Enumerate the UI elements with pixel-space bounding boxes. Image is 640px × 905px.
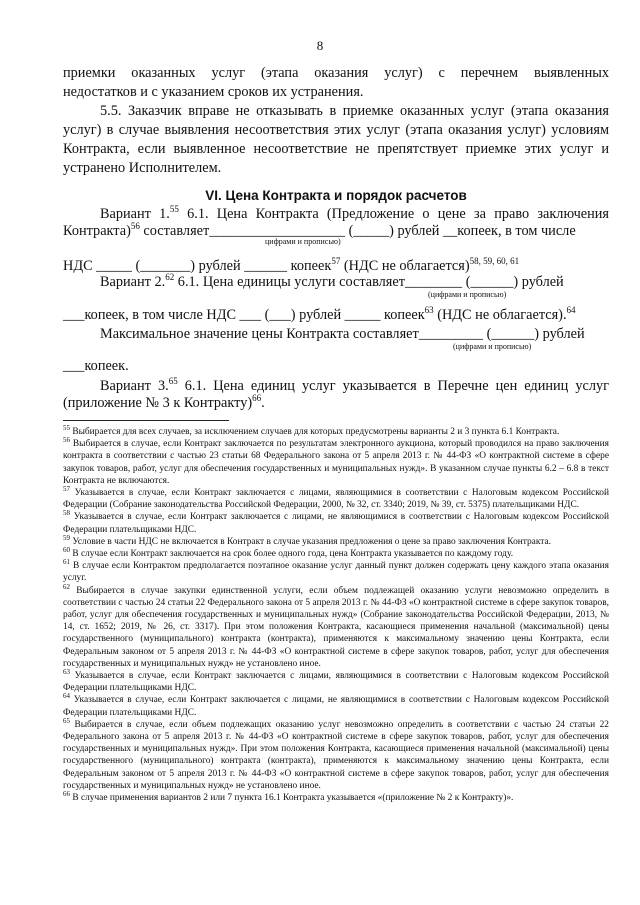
variant-3-line-2: (приложение № 3 к Контракту)$^{66}$. — [63, 393, 265, 411]
footnote-65 — [63, 716, 609, 792]
footnote-number: 62 — [63, 582, 70, 591]
footnote-number: 57 — [63, 485, 70, 494]
footnote-number: 56 — [63, 436, 70, 445]
footnote-text: Условие в части НДС не включается в Контракт в случае указания предложения о цене за право заключения Контракта. — [70, 536, 551, 547]
footnote-text: В случае применения вариантов 2 или 7 пункта 16.1 Контракта указывается «(приложение № 2 к Контракту)». — [70, 793, 514, 804]
section-title: VI. Цена Контракта и порядок расчетов — [205, 188, 467, 203]
max-price-line: Максимальное значение цены Контракта составляет_________ (______) рублей — [100, 326, 585, 342]
footnote-number: 61 — [63, 558, 70, 567]
footnote-text: Выбирается в случае, если объем подлежащих оказанию услуг невозможно определить в соответствии с частью 24 статьи 22 Федерального закона от 5 апреля 2013 г. № 44-ФЗ «О контрактной системе в сфере закупок товаров, работ, услуг для обеспечения государственных и муниципальных нужд». При этом положения Контракта, касающиеся применения начальной (максимальной) цены государственного (муниципального) контракта (контракта), применяются к максимальному значению цены Контракта, если Федеральным законом от 5 апреля 2013 г. № 44-ФЗ «О контрактной системе в сфере закупок товаров, работ, услуг для обеспечения государственных и муниципальных нужд» не установлено иное. — [63, 719, 609, 791]
footnote-64 — [63, 694, 609, 718]
footnote-text: Указывается в случае, если Контракт заключается с лицами, не являющимися в соответствии с Налоговым кодексом Российской Федерации плательщиками НДС. — [63, 512, 609, 535]
footnote-text: В случае если Контракт заключается на срок более одного года, цена Контракта указывается по каждому году. — [70, 549, 514, 560]
paragraph-line: приемки оказанных услуг (этапа оказания услуг) с перечнем выявленных — [63, 65, 609, 81]
footnote-number: 55 — [63, 424, 70, 432]
footnote-59 — [63, 533, 609, 548]
footnote-number: 66 — [63, 790, 70, 799]
paragraph-acceptance-end — [63, 64, 609, 102]
footnotes — [63, 426, 609, 804]
paragraph-5-5-text: 5.5. Заказчик вправе не отказывать в приемке оказанных услуг (этапа оказания услуг) в случае выявления несоответствия этих услуг (этапа оказания услуг) условиям Контракта, если выявленное несоответствие не препятствует приемке этих услуг и устранено Исполнителем. — [63, 103, 609, 176]
variant-1-line-3: НДС _____ (_______) рублей ______ копеек$^{57}$ (НДС не облагается)$^{58, 59, 60, 61}$ — [63, 256, 520, 274]
variant-3-line-1: Вариант 3.65 6.1. Цена единиц услуг указывается в Перечне цен единиц услуг — [100, 376, 609, 394]
footnote-56 — [63, 438, 609, 487]
footnote-62 — [63, 582, 609, 670]
footnote-58 — [63, 511, 609, 535]
footnote-number: 63 — [63, 668, 70, 677]
footnote-text: Указывается в случае, если Контракт заключается с лицами, являющимися в соответствии с Налоговым кодексом Российской Федерации (Собрание законодательства Российской Федерации, 2000, № 32, ст. 3340; 2019, № 39, ст. 5375) плательщиками НДС. — [63, 488, 609, 511]
footnote-number: 60 — [63, 546, 70, 555]
footnote-number: 58 — [63, 509, 70, 518]
footnote-text: Выбирается в случае закупки единственной услуги, если объем подлежащей оказанию услуги невозможно определить в соответствии с частью 24 статьи 22 Федерального закона от 5 апреля 2013 г. № 44-ФЗ «О контрактной системе в сфере закупок товаров, работ, услуг для обеспечения государственных и муниципальных нужд» (Собрание законодательства Российской Федерации, 2013, № 14, ст. 1652; 2019, № 26, ст. 3317). При этом положения Контракта, касающиеся применения начальной (максимальной) цены государственного (муниципального) контракта (контракта), применяются к максимальному значению цены Контракта, если Федеральным законом от 5 апреля 2013 г. № 44-ФЗ «О контрактной системе в сфере закупок товаров, работ, услуг для обеспечения государственных и муниципальных нужд» не установлено иное. — [63, 585, 609, 669]
footnote-57 — [63, 487, 609, 511]
footnote-separator — [63, 420, 229, 421]
footnote-text: Указывается в случае, если Контракт заключается с лицами, являющимися в соответствии с Налоговым кодексом Российской Федерации плательщиками НДС. — [63, 671, 609, 694]
variant-1-line-1: Вариант 1.55 6.1. Цена Контракта (Предложение о цене за право заключения — [100, 204, 609, 222]
footnote-text: Выбирается в случае, если Контракт заключается по результатам электронного аукциона, который проводился на право заключения контракта в соответствии с частью 23 статьи 68 Федерального закона от 5 апреля 2013 г. № 44-ФЗ «О контрактной системе в сфере закупок товаров, работ, услуг для обеспечения государственных и муниципальных нужд». В указанном случае пункты 6.2 – 6.8 в текст Контракта не включаются. — [63, 439, 609, 486]
max-price-hint: (цифрами и прописью) — [453, 342, 532, 351]
footnote-61 — [63, 560, 609, 584]
variant-2-hint: (цифрами и прописью) — [428, 290, 507, 299]
variant-2-line-2: ___копеек, в том числе НДС ___ (___) рублей _____ копеек$^{63}$ (НДС не облагается).$^{64}$ — [63, 305, 576, 323]
footnote-number: 64 — [63, 692, 70, 701]
variant-1-line-2: Контракта)$^{56}$ составляет___________________ (_____) рублей __копеек, в том числе — [63, 221, 576, 239]
paragraph-line: недостатков и с указанием сроков их устранения. — [63, 84, 364, 100]
footnote-60 — [63, 548, 609, 560]
footnote-text: Указывается в случае, если Контракт заключается с лицами, не являющимися в соответствии с Налоговым кодексом Российской Федерации плательщиками НДС. — [63, 695, 609, 718]
footnote-text: В случае если Контрактом предполагается поэтапное оказание услуг данный пункт должен содержать цену каждого этапа оказания услуг. — [63, 561, 609, 584]
max-price-kopecks: ___копеек. — [63, 358, 129, 374]
footnote-text: Выбирается для всех случаев, за исключением случаев для которых предусмотрены варианты 2 и 3 пункта 6.1 Контракта. — [70, 427, 560, 437]
page-number: 8 — [316, 38, 324, 53]
paragraph-5-5 — [63, 102, 609, 178]
footnote-66 — [63, 792, 609, 804]
footnote-63 — [63, 670, 609, 694]
footnote-number: 65 — [63, 716, 70, 725]
variant-1-hint: цифрами и прописью) — [265, 237, 341, 246]
footnote-number: 59 — [63, 533, 70, 542]
footnote-55 — [63, 426, 609, 438]
variant-2-line-1: Вариант 2.62 6.1. Цена единицы услуги составляет________ (______) рублей — [100, 272, 564, 290]
